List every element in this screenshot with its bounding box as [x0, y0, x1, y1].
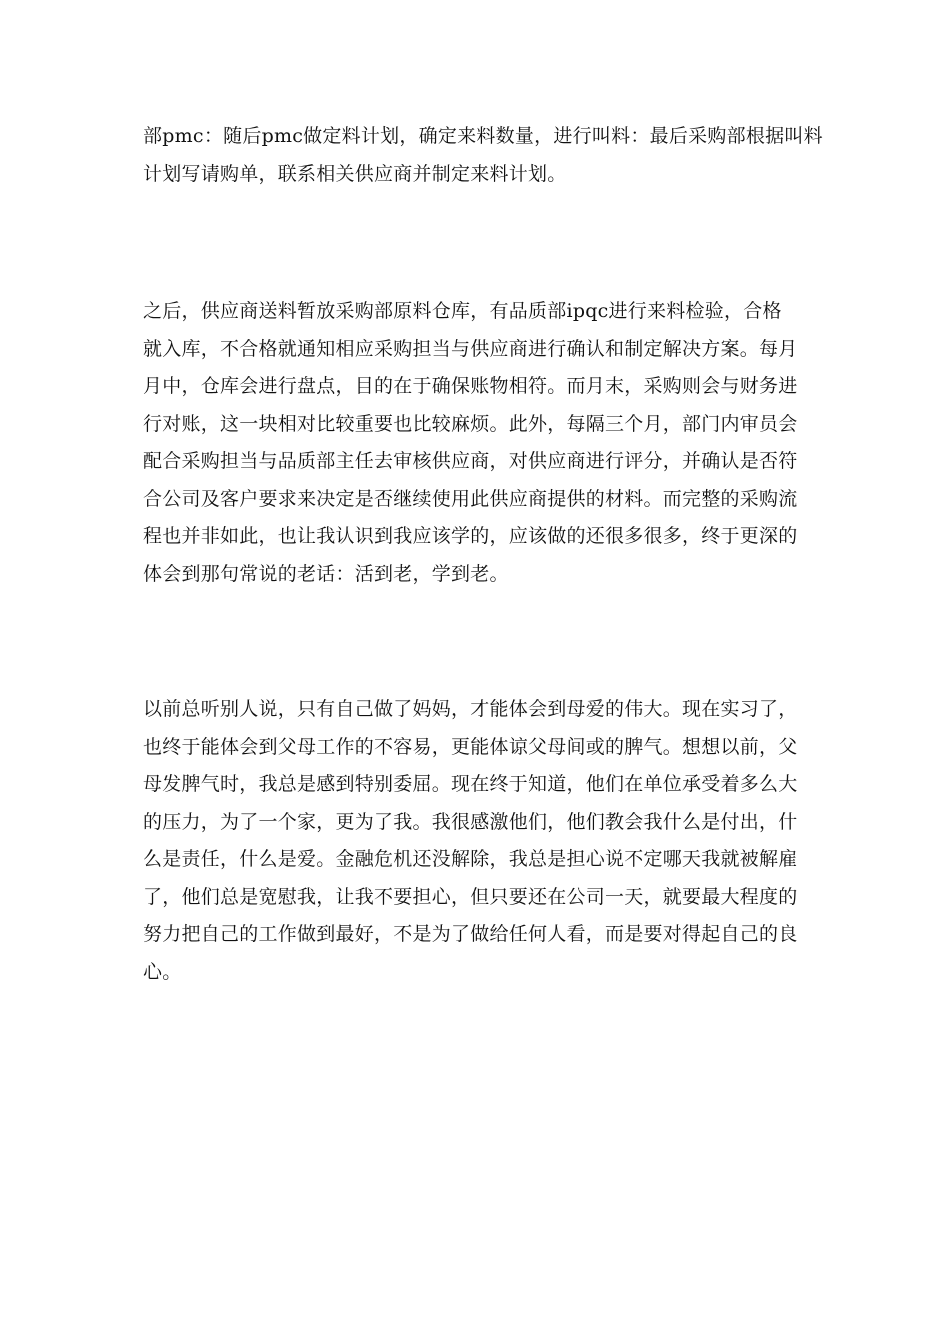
paragraph-line: 么是责任，什么是爱。金融危机还没解除，我总是担心说不定哪天我就被解雇	[143, 848, 798, 870]
paragraph-line: 也终于能体会到父母工作的不容易，更能体谅父母间或的脾气。想想以前，父	[143, 735, 798, 758]
paragraph-line: 以前总听别人说，只有自己做了妈妈，才能体会到母爱的伟大。现在实习了，	[143, 698, 798, 720]
paragraph-line: 行对账，这一块相对比较重要也比较麻烦。此外，每隔三个月，部门内审员会	[143, 412, 798, 435]
paragraph-line: 的压力，为了一个家，更为了我。我很感激他们，他们教会我什么是付出，什	[143, 810, 798, 833]
paragraph-line: 计划写请购单，联系相关供应商并制定来料计划。	[143, 162, 567, 185]
paragraph-reflection-on-parents	[143, 691, 808, 991]
paragraph-line: 心。	[143, 960, 182, 983]
paragraph-line: 部pmc：随后pmc做定料计划，确定来料数量，进行叫料：最后采购部根据叫料	[143, 125, 823, 147]
paragraph-line: 之后，供应商送料暂放采购部原料仓库，有品质部ipqc进行来料检验，合格	[143, 300, 782, 322]
paragraph-line: 就入库，不合格就通知相应采购担当与供应商进行确认和制定解决方案。每月	[143, 337, 798, 360]
paragraph-line: 母发脾气时，我总是感到特别委屈。现在终于知道，他们在单位承受着多么大	[143, 773, 798, 795]
paragraph-line: 程也并非如此，也让我认识到我应该学的，应该做的还很多很多，终于更深的	[143, 525, 798, 547]
paragraph-line: 配合采购担当与品质部主任去审核供应商，对供应商进行评分，并确认是否符	[143, 450, 798, 472]
paragraph-line: 体会到那句常说的老话：活到老，学到老。	[143, 562, 509, 585]
paragraph-line: 月中，仓库会进行盘点，目的在于确保账物相符。而月末，采购则会与财务进	[143, 375, 798, 397]
paragraph-inspection-and-audit	[143, 293, 808, 593]
paragraph-procurement-planning	[143, 118, 823, 193]
paragraph-line: 了，他们总是宽慰我，让我不要担心，但只要还在公司一天，就要最大程度的	[143, 885, 798, 908]
paragraph-line: 合公司及客户要求来决定是否继续使用此供应商提供的材料。而完整的采购流	[143, 487, 798, 510]
paragraph-line: 努力把自己的工作做到最好，不是为了做给任何人看，而是要对得起自己的良	[143, 923, 798, 945]
